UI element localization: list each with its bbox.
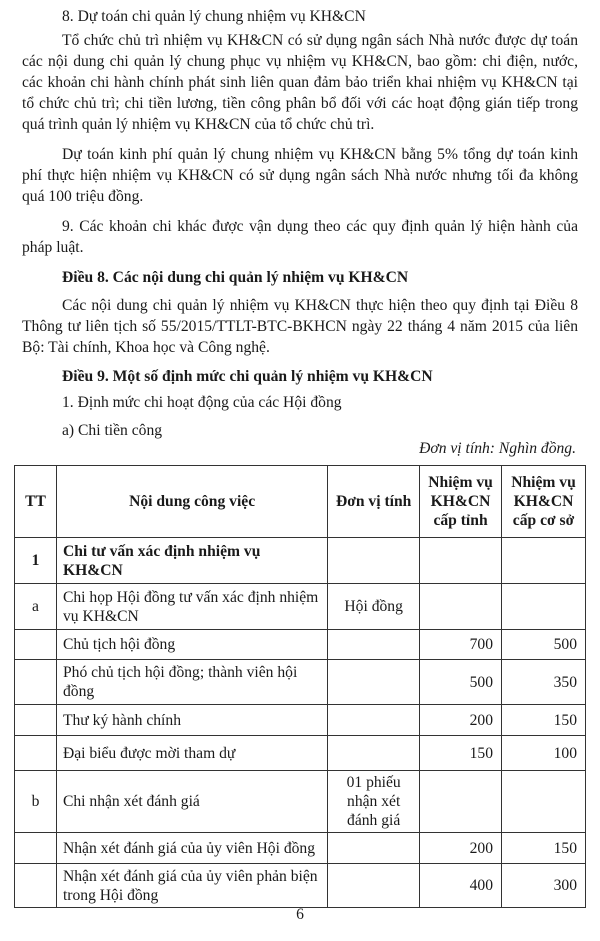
cell-base: 350 [502,660,586,705]
article-9-item-1a: a) Chi tiền công [62,422,163,439]
table-row [15,833,586,864]
cell-unit [328,630,420,660]
cell-content: Chi họp Hội đồng tư vấn xác định nhiệm vụ KH&CN [56,584,327,630]
table-row [15,630,586,660]
cell-content: Nhận xét đánh giá của ủy viên phản biện trong Hội đồng [56,864,327,908]
cell-content: Đại biểu được mời tham dự [56,736,327,771]
cell-tt: b [15,771,57,833]
cell-unit [328,833,420,864]
cell-tt [15,736,57,771]
cell-province [420,584,502,630]
item-9-paragraph: 9. Các khoản chi khác được vận dụng theo các quy định quản lý hiện hành của pháp luật. [22,218,578,256]
cell-province [420,538,502,584]
cell-base [502,771,586,833]
cell-content: Chi tư vấn xác định nhiệm vụ KH&CN [56,538,327,584]
cell-base: 150 [502,833,586,864]
cell-base: 150 [502,705,586,736]
cell-content: Chủ tịch hội đồng [56,630,327,660]
cell-content: Thư ký hành chính [56,705,327,736]
header-tt: TT [15,466,57,538]
cell-base: 300 [502,864,586,908]
item-8-title: 8. Dự toán chi quản lý chung nhiệm vụ KH&CN [62,8,366,25]
cell-province: 200 [420,833,502,864]
table-row [15,736,586,771]
cell-base: 500 [502,630,586,660]
table-row [15,584,586,630]
table-header-row [15,466,586,538]
header-content: Nội dung công việc [56,466,327,538]
table-row [15,660,586,705]
cell-unit: 01 phiếu nhận xét đánh giá [328,771,420,833]
article-9-heading: Điều 9. Một số định mức chi quản lý nhiệm vụ KH&CN [62,368,433,385]
cell-unit [328,864,420,908]
cell-content: Phó chủ tịch hội đồng; thành viên hội đồng [56,660,327,705]
article-8-heading: Điều 8. Các nội dung chi quản lý nhiệm vụ KH&CN [62,269,409,286]
cell-tt [15,630,57,660]
unit-note: Đơn vị tính: Nghìn đồng. [419,440,576,457]
cell-province: 500 [420,660,502,705]
header-unit: Đơn vị tính [328,466,420,538]
cell-tt [15,660,57,705]
cell-unit [328,705,420,736]
cell-province: 700 [420,630,502,660]
cell-tt [15,705,57,736]
cell-province [420,771,502,833]
cell-unit: Hội đồng [328,584,420,630]
header-province: Nhiệm vụ KH&CN cấp tỉnh [420,466,502,538]
cell-base [502,538,586,584]
item-8-paragraph-1: Tổ chức chủ trì nhiệm vụ KH&CN có sử dụng ngân sách Nhà nước được dự toán các nội dung chi quản lý chung phục vụ nhiệm vụ KH&CN, bao gồm: chi điện, nước, các khoản chi hành chính phát sinh liên quan đảm bảo triển khai nhiệm vụ KH&CN tại tổ chức chủ trì; chi tiền lương, tiền công phân bổ đối với các hoạt động gián tiếp trong quá trình quản lý nhiệm vụ KH&CN của tổ chức chủ trì. [22,32,578,133]
page-number: 6 [296,906,304,923]
table-row [15,864,586,908]
cell-tt: a [15,584,57,630]
header-base: Nhiệm vụ KH&CN cấp cơ sở [502,466,586,538]
cell-province: 400 [420,864,502,908]
cell-base: 100 [502,736,586,771]
cell-province: 150 [420,736,502,771]
cell-content: Nhận xét đánh giá của ủy viên Hội đồng [56,833,327,864]
cell-unit [328,660,420,705]
table-row [15,771,586,833]
table-row [15,538,586,584]
cell-tt [15,864,57,908]
article-8-paragraph: Các nội dung chi quản lý nhiệm vụ KH&CN thực hiện theo quy định tại Điều 8 Thông tư liên tịch số 55/2015/TTLT-BTC-BKHCN ngày 22 tháng 4 năm 2015 của liên Bộ: Tài chính, Khoa học và Công nghệ. [22,297,578,356]
rate-table [14,465,586,908]
body-text [22,6,578,441]
cell-tt: 1 [15,538,57,584]
cell-unit [328,538,420,584]
item-8-paragraph-2: Dự toán kinh phí quản lý chung nhiệm vụ KH&CN bằng 5% tổng dự toán kinh phí thực hiện nhiệm vụ KH&CN có sử dụng ngân sách Nhà nước nhưng tối đa không quá 100 triệu đồng. [22,146,578,205]
table-row [15,705,586,736]
cell-unit [328,736,420,771]
cell-base [502,584,586,630]
cell-content: Chi nhận xét đánh giá [56,771,327,833]
article-9-item-1: 1. Định mức chi hoạt động của các Hội đồng [62,394,342,411]
cell-province: 200 [420,705,502,736]
cell-tt [15,833,57,864]
